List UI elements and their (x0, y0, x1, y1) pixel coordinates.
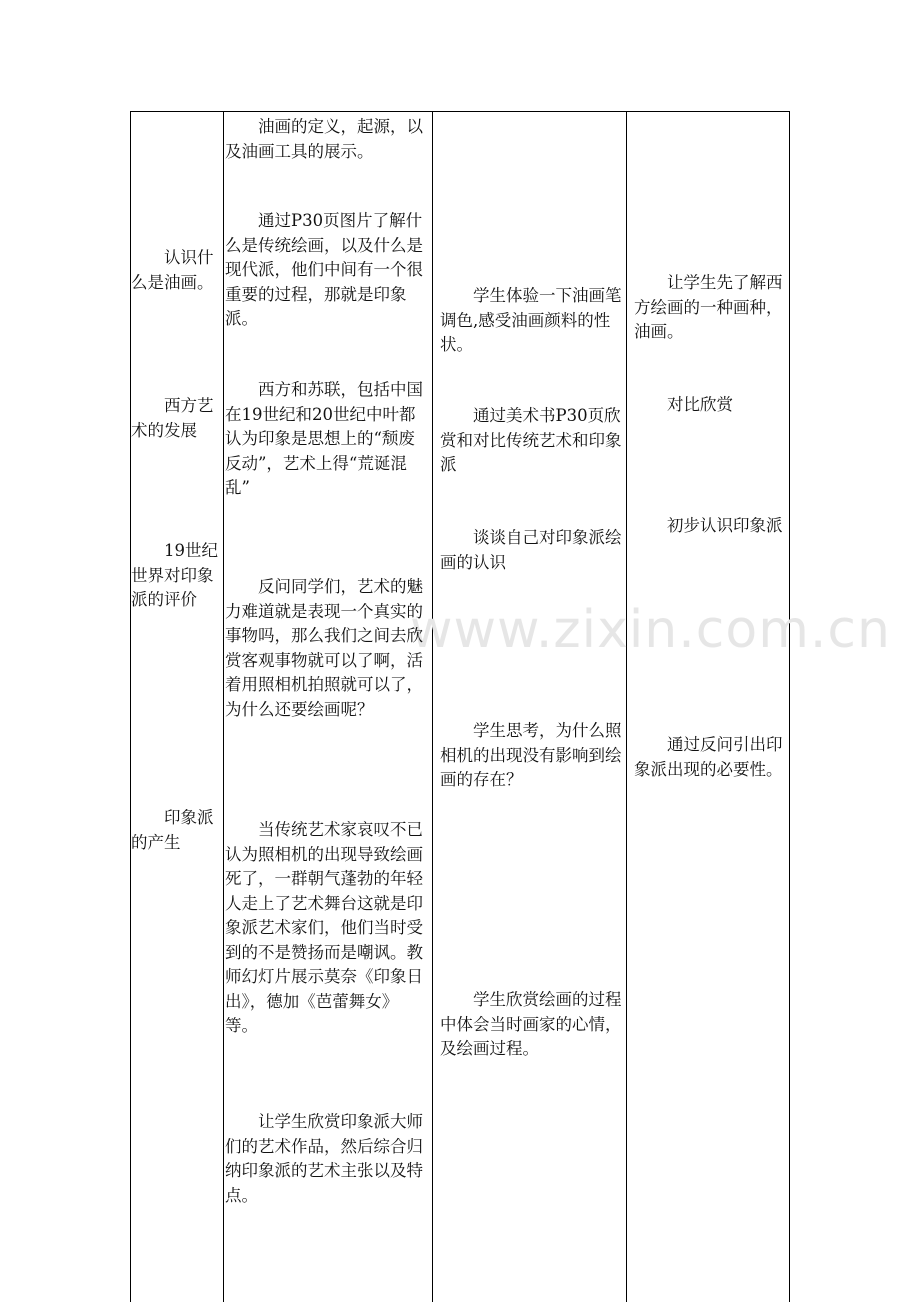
topic-recognize-oil-painting: 认识什么是油画。 (131, 248, 214, 292)
teacher-activity-5: 当传统艺术家哀叹不已认为照相机的出现导致绘画死了，一群朝气蓬勃的年轻人走上了艺术舞台这就是印象派艺术家们，他们当时受到的不是赞扬而是嘲讽。教师幻灯片展示莫奈《印象日出》，德加《芭蕾舞女》等。 (225, 820, 423, 1035)
design-intent-4: 通过反问引出印象派出现的必要性。 (634, 735, 783, 779)
topic-19th-century-evaluation: 19世纪世界对印象派的评价 (131, 541, 218, 609)
teacher-activity-3: 西方和苏联，包括中国在19世纪和20世纪中叶都认为印象是思想上的“颓废反动”，艺术上得“荒诞混乱” (225, 380, 423, 497)
teacher-activity-1: 油画的定义，起源，以及油画工具的展示。 (225, 117, 423, 161)
student-activity-4: 学生思考，为什么照相机的出现没有影响到绘画的存在？ (440, 721, 622, 789)
student-activity-1: 学生体验一下油画笔调色,感受油画颜料的性状。 (440, 286, 622, 354)
design-intent-1: 让学生先了解西方绘画的一种画种，油画。 (634, 273, 783, 341)
student-activity-5: 学生欣赏绘画的过程中体会当时画家的心情，及绘画过程。 (440, 990, 622, 1058)
teacher-activity-6: 让学生欣赏印象派大师们的艺术作品，然后综合归纳印象派的艺术主张以及特点。 (225, 1112, 423, 1205)
student-activity-3: 谈谈自己对印象派绘画的认识 (440, 528, 622, 572)
design-intent-3: 初步认识印象派 (667, 516, 783, 535)
design-intent-2: 对比欣赏 (667, 395, 733, 414)
column-divider-2 (432, 111, 433, 1302)
table-border-right (789, 111, 790, 1302)
student-activity-2: 通过美术书P30页欣赏和对比传统艺术和印象派 (440, 406, 622, 474)
watermark: www.zixin.com.cn (410, 600, 891, 660)
teacher-activity-2: 通过P30页图片了解什么是传统绘画，以及什么是现代派，他们中间有一个很重要的过程，那就是印象派。 (225, 211, 423, 328)
column-divider-1 (223, 111, 224, 1302)
topic-western-art-development: 西方艺术的发展 (131, 396, 214, 440)
table-top-border (130, 111, 790, 112)
teacher-activity-4: 反问同学们，艺术的魅力难道就是表现一个真实的事物吗，那么我们之间去欣赏客观事物就可以了啊，活着用照相机拍照就可以了，为什么还要绘画呢？ (225, 577, 423, 719)
column-divider-3 (626, 111, 627, 1302)
topic-impressionism-origin: 印象派的产生 (131, 808, 214, 852)
